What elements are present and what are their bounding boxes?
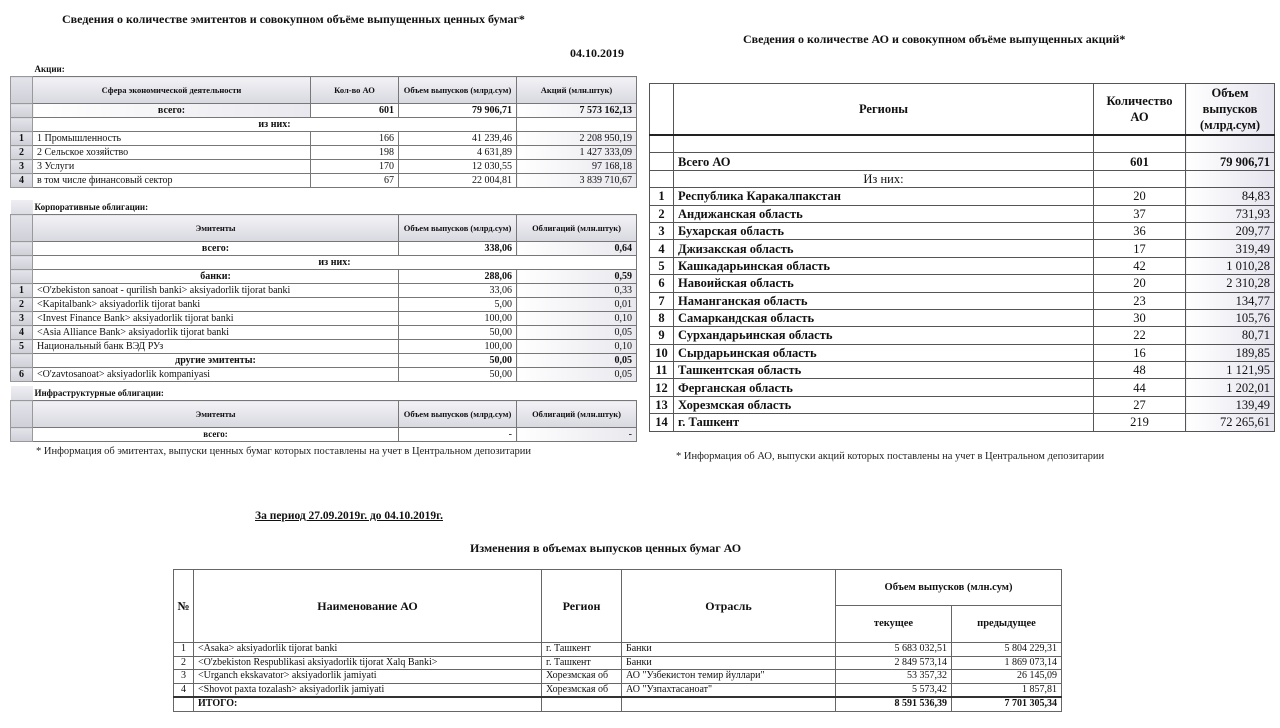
- volume: 731,93: [1186, 205, 1275, 222]
- col-header-name: Наименование АО: [194, 570, 542, 643]
- row-index: 13: [650, 396, 674, 413]
- total-count: 601: [311, 104, 399, 118]
- region-name: Самаркандская область: [674, 309, 1094, 326]
- row-index: 1: [650, 188, 674, 205]
- total-label: всего:: [33, 242, 399, 256]
- row-index: 1: [11, 132, 33, 146]
- table-row: [11, 174, 637, 188]
- changes-total-row: [174, 697, 1062, 711]
- sector-name: 2 Сельское хозяйство: [33, 146, 311, 160]
- company-name: <Urganch ekskavator> aksiyadorlik jamiyati: [194, 670, 542, 684]
- count: 23: [1094, 292, 1186, 309]
- current-volume: 2 849 573,14: [836, 656, 952, 670]
- row-index: 5: [11, 340, 33, 354]
- bonds: 0,05: [517, 368, 637, 382]
- count: 48: [1094, 362, 1186, 379]
- volume: 100,00: [399, 312, 517, 326]
- left-title: Сведения о количестве эмитентов и совокупном объёме выпущенных ценных бумаг*: [62, 12, 525, 26]
- regions-table: [649, 83, 1275, 432]
- table-row: [174, 643, 1062, 657]
- bonds: 0,01: [517, 298, 637, 312]
- shares: 3 839 710,67: [517, 174, 637, 188]
- row-index: 6: [650, 275, 674, 292]
- issuer-name: <O'zavtosanoat> aksiyadorlik kompaniyasi: [33, 368, 399, 382]
- issuer-name: Национальный банк ВЭД РУз: [33, 340, 399, 354]
- table-row: [650, 414, 1275, 431]
- issuer-name: <Invest Finance Bank> aksiyadorlik tijorat banki: [33, 312, 399, 326]
- row-index: 7: [650, 292, 674, 309]
- count: 44: [1094, 379, 1186, 396]
- row-index: 4: [650, 240, 674, 257]
- row-index: 4: [11, 174, 33, 188]
- company-name: <Asaka> aksiyadorlik tijorat banki: [194, 643, 542, 657]
- total-bonds: -: [517, 428, 637, 442]
- table-row: [650, 396, 1275, 413]
- regions-total-row: [650, 153, 1275, 170]
- row-index: 3: [650, 222, 674, 239]
- volume: 80,71: [1186, 327, 1275, 344]
- infra-header-row: [11, 401, 637, 428]
- table-row: [174, 670, 1062, 684]
- table-row: [650, 275, 1275, 292]
- count: 198: [311, 146, 399, 160]
- table-row: [11, 368, 637, 382]
- table-row: [650, 188, 1275, 205]
- col-header-no: №: [174, 570, 194, 643]
- row-no: 2: [174, 656, 194, 670]
- total-volume: -: [399, 428, 517, 442]
- region-name: Сырдарьинская область: [674, 344, 1094, 361]
- row-no: 3: [174, 670, 194, 684]
- total-bonds: 0,64: [517, 242, 637, 256]
- col-header-volume: Объем выпусков (млн.сум): [836, 570, 1062, 606]
- table-row: [174, 656, 1062, 670]
- banks-label: банки:: [33, 270, 399, 284]
- row-index: 2: [11, 298, 33, 312]
- col-header: Регионы: [674, 84, 1094, 136]
- regions-header-row: [650, 84, 1275, 136]
- right-footnote: * Информация об АО, выпуски акций которых поставлены на учет в Центральном депозитарии: [676, 451, 1105, 462]
- table-row: [650, 240, 1275, 257]
- row-index: 3: [11, 312, 33, 326]
- volume: 41 239,46: [399, 132, 517, 146]
- total-current: 8 591 536,39: [836, 697, 952, 711]
- row-index: 4: [11, 326, 33, 340]
- row-index: 2: [650, 205, 674, 222]
- bonds-total-row: [11, 242, 637, 256]
- count: 36: [1094, 222, 1186, 239]
- infra-bonds-table: [10, 386, 637, 442]
- changes-table: [173, 569, 1062, 712]
- infra-bonds-caption: Инфраструктурные облигации:: [34, 387, 164, 398]
- count: 37: [1094, 205, 1186, 222]
- count: 17: [1094, 240, 1186, 257]
- sector-name: 1 Промышленность: [33, 132, 311, 146]
- row-index: 5: [650, 257, 674, 274]
- industry: Банки: [622, 643, 836, 657]
- count: 166: [311, 132, 399, 146]
- corporate-bonds-caption: Корпоративные облигации:: [34, 201, 149, 212]
- row-index: 9: [650, 327, 674, 344]
- issuer-name: <O'zbekiston sanoat - qurilish banki> aksiyadorlik tijorat banki: [33, 284, 399, 298]
- col-header: Акций (млн.штук): [517, 77, 637, 104]
- banks-volume: 288,06: [399, 270, 517, 284]
- col-header: Эмитенты: [33, 401, 399, 428]
- region-name: Наманганская область: [674, 292, 1094, 309]
- period-label: За период 27.09.2019г. до 04.10.2019г.: [255, 510, 443, 522]
- table-row: [11, 340, 637, 354]
- total-label: всего:: [33, 428, 399, 442]
- volume: 1 010,28: [1186, 257, 1275, 274]
- region: г. Ташкент: [542, 656, 622, 670]
- row-index: 10: [650, 344, 674, 361]
- table-row: [650, 257, 1275, 274]
- table-row: [650, 362, 1275, 379]
- total-label: Всего АО: [674, 153, 1094, 170]
- others-label: другие эмитенты:: [33, 354, 399, 368]
- total-volume: 338,06: [399, 242, 517, 256]
- col-header: Эмитенты: [33, 215, 399, 242]
- col-header-current: текущее: [836, 606, 952, 643]
- current-volume: 5 683 032,51: [836, 643, 952, 657]
- row-index: 12: [650, 379, 674, 396]
- volume: 33,06: [399, 284, 517, 298]
- col-header: Облигаций (млн.штук): [517, 401, 637, 428]
- volume: 4 631,89: [399, 146, 517, 160]
- issuer-name: <Asia Alliance Bank> aksiyadorlik tijorat banki: [33, 326, 399, 340]
- shares: 2 208 950,19: [517, 132, 637, 146]
- volume: 139,49: [1186, 396, 1275, 413]
- table-row: [650, 309, 1275, 326]
- previous-volume: 1 857,81: [952, 683, 1062, 697]
- table-row: [11, 298, 637, 312]
- region-name: Бухарская область: [674, 222, 1094, 239]
- total-volume: 79 906,71: [1186, 153, 1275, 170]
- region-name: Хорезмская область: [674, 396, 1094, 413]
- industry: АО "Узбекистон темир йуллари": [622, 670, 836, 684]
- of-which-label: из них:: [33, 118, 517, 132]
- company-name: <Shovot paxta tozalash> aksiyadorlik jamiyati: [194, 683, 542, 697]
- region: Хорезмская об: [542, 683, 622, 697]
- count: 42: [1094, 257, 1186, 274]
- table-row: [11, 146, 637, 160]
- region: Хорезмская об: [542, 670, 622, 684]
- banks-bonds: 0,59: [517, 270, 637, 284]
- table-row: [650, 222, 1275, 239]
- col-header: Кол-во АО: [311, 77, 399, 104]
- company-name: <O'zbekiston Respublikasi aksiyadorlik tijorat Xalq Banki>: [194, 656, 542, 670]
- region-name: Ферганская область: [674, 379, 1094, 396]
- region-name: г. Ташкент: [674, 414, 1094, 431]
- shares-caption: Акции:: [34, 63, 65, 74]
- report-date: 04.10.2019: [570, 46, 624, 60]
- volume: 100,00: [399, 340, 517, 354]
- volume: 1 121,95: [1186, 362, 1275, 379]
- row-index: 11: [650, 362, 674, 379]
- count: 22: [1094, 327, 1186, 344]
- total-label: всего:: [33, 104, 311, 118]
- volume: 1 202,01: [1186, 379, 1275, 396]
- bonds-header-row: [11, 215, 637, 242]
- region-name: Ташкентская область: [674, 362, 1094, 379]
- row-index: 1: [11, 284, 33, 298]
- shares: 97 168,18: [517, 160, 637, 174]
- table-row: [650, 327, 1275, 344]
- row-index: 8: [650, 309, 674, 326]
- shares-table: [10, 62, 637, 188]
- previous-volume: 1 869 073,14: [952, 656, 1062, 670]
- volume: 84,83: [1186, 188, 1275, 205]
- col-header: Количество АО: [1094, 84, 1186, 136]
- corporate-bonds-table: [10, 200, 637, 382]
- row-index: 14: [650, 414, 674, 431]
- total-count: 601: [1094, 153, 1186, 170]
- volume: 22 004,81: [399, 174, 517, 188]
- table-row: [174, 683, 1062, 697]
- volume: 50,00: [399, 368, 517, 382]
- col-header: Объем выпусков (млрд.сум): [399, 401, 517, 428]
- bonds: 0,33: [517, 284, 637, 298]
- left-footnote: * Информация об эмитентах, выпуски ценных бумаг которых поставлены на учет в Центральном депозитарии: [36, 446, 532, 457]
- col-header: Объем выпусков (млрд.сум): [399, 215, 517, 242]
- volume: 12 030,55: [399, 160, 517, 174]
- changes-title: Изменения в объемах выпусков ценных бумаг АО: [470, 541, 742, 555]
- volume: 319,49: [1186, 240, 1275, 257]
- row-index: 2: [11, 146, 33, 160]
- others-volume: 50,00: [399, 354, 517, 368]
- volume: 105,76: [1186, 309, 1275, 326]
- others-subtotal-row: [11, 354, 637, 368]
- bonds: 0,10: [517, 340, 637, 354]
- shares: 1 427 333,09: [517, 146, 637, 160]
- region-name: Навоийская область: [674, 275, 1094, 292]
- col-header: Облигаций (млн.штук): [517, 215, 637, 242]
- shares-total-row: [11, 104, 637, 118]
- col-header-previous: предыдущее: [952, 606, 1062, 643]
- previous-volume: 26 145,09: [952, 670, 1062, 684]
- col-header: Объем выпусков (млрд.сум): [1186, 84, 1275, 136]
- current-volume: 5 573,42: [836, 683, 952, 697]
- industry: АО "Узпахтасаноат": [622, 683, 836, 697]
- issuer-name: <Kapitalbank> aksiyadorlik tijorat banki: [33, 298, 399, 312]
- row-index: 3: [11, 160, 33, 174]
- current-volume: 53 357,32: [836, 670, 952, 684]
- region-name: Сурхандарьинская область: [674, 327, 1094, 344]
- row-no: 4: [174, 683, 194, 697]
- volume: 72 265,61: [1186, 414, 1275, 431]
- table-row: [11, 284, 637, 298]
- col-header: Объем выпусков (млрд.сум): [399, 77, 517, 104]
- industry: Банки: [622, 656, 836, 670]
- of-which-label: из них:: [33, 256, 637, 270]
- count: 27: [1094, 396, 1186, 413]
- shares-header-row: [11, 77, 637, 104]
- volume: 189,85: [1186, 344, 1275, 361]
- banks-subtotal-row: [11, 270, 637, 284]
- table-row: [11, 160, 637, 174]
- table-row: [650, 379, 1275, 396]
- of-which-label: Из них:: [674, 170, 1094, 187]
- row-no: 1: [174, 643, 194, 657]
- region: г. Ташкент: [542, 643, 622, 657]
- count: 170: [311, 160, 399, 174]
- col-header: Сфера экономической деятельности: [33, 77, 311, 104]
- others-bonds: 0,05: [517, 354, 637, 368]
- count: 20: [1094, 275, 1186, 292]
- bonds: 0,05: [517, 326, 637, 340]
- sector-name: 3 Услуги: [33, 160, 311, 174]
- region-name: Кашкадарьинская область: [674, 257, 1094, 274]
- previous-volume: 5 804 229,31: [952, 643, 1062, 657]
- count: 67: [311, 174, 399, 188]
- region-name: Андижанская область: [674, 205, 1094, 222]
- right-title: Сведения о количестве АО и совокупном объёме выпущенных акций*: [743, 32, 1126, 46]
- volume: 134,77: [1186, 292, 1275, 309]
- table-row: [11, 312, 637, 326]
- col-header-industry: Отрасль: [622, 570, 836, 643]
- table-row: [650, 292, 1275, 309]
- volume: 50,00: [399, 326, 517, 340]
- table-row: [650, 205, 1275, 222]
- count: 20: [1094, 188, 1186, 205]
- count: 219: [1094, 414, 1186, 431]
- region-name: Джизакская область: [674, 240, 1094, 257]
- volume: 2 310,28: [1186, 275, 1275, 292]
- volume: 209,77: [1186, 222, 1275, 239]
- total-previous: 7 701 305,34: [952, 697, 1062, 711]
- table-row: [650, 344, 1275, 361]
- table-row: [11, 326, 637, 340]
- total-volume: 79 906,71: [399, 104, 517, 118]
- infra-total-row: [11, 428, 637, 442]
- region-name: Республика Каракалпакстан: [674, 188, 1094, 205]
- table-row: [11, 132, 637, 146]
- volume: 5,00: [399, 298, 517, 312]
- total-shares: 7 573 162,13: [517, 104, 637, 118]
- sector-name: в том числе финансовый сектор: [33, 174, 311, 188]
- bonds: 0,10: [517, 312, 637, 326]
- count: 16: [1094, 344, 1186, 361]
- row-index: 6: [11, 368, 33, 382]
- count: 30: [1094, 309, 1186, 326]
- total-label: ИТОГО:: [194, 697, 542, 711]
- col-header-region: Регион: [542, 570, 622, 643]
